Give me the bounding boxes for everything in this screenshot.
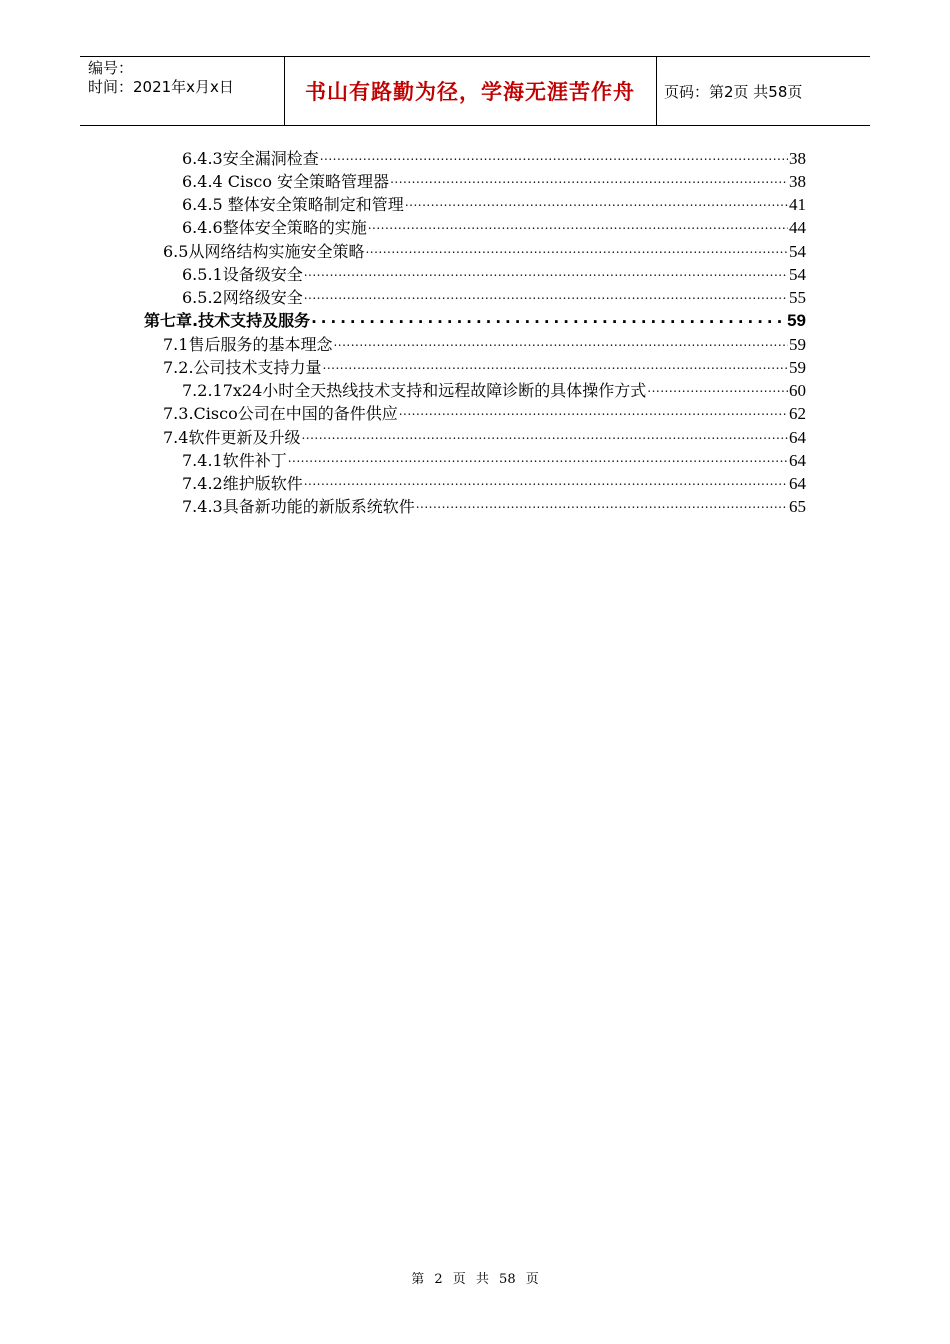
toc-entry[interactable]	[182, 169, 806, 192]
page-footer: 第 2 页 共 58 页	[411, 1272, 539, 1287]
header-motto: 书山有路勤为径，学海无涯苦作舟	[305, 80, 635, 104]
toc-entry-page: 38	[789, 172, 806, 191]
toc-entry[interactable]	[182, 378, 806, 401]
toc-entry[interactable]	[182, 494, 806, 517]
toc-entry-page: 38	[789, 149, 806, 168]
toc-leader-dots	[320, 146, 788, 166]
toc-entry-page: 54	[789, 242, 806, 261]
toc-entry-title: 7.1售后服务的基本理念	[163, 335, 333, 354]
toc-entry-page: 62	[789, 404, 806, 423]
toc-leader-dots	[399, 401, 788, 421]
header-page-info: 页码：第2页 共58页	[664, 82, 803, 101]
header-meta	[88, 59, 288, 97]
toc-entry-title: 6.4.6整体安全策略的实施	[182, 218, 367, 237]
toc-leader-dots	[304, 471, 788, 491]
toc-entry-page: 64	[789, 474, 806, 493]
toc-entry-title: 6.4.5 整体安全策略制定和管理	[182, 195, 404, 214]
toc-entry-title: 7.4.1软件补丁	[182, 451, 287, 470]
toc-entry[interactable]	[163, 401, 806, 424]
header-divider	[656, 57, 657, 125]
toc-entry-title: 第七章.技术支持及服务	[144, 311, 311, 330]
toc-leader-dots	[301, 425, 788, 445]
toc-entry-page: 59	[789, 335, 806, 354]
date-label: 时间：2021年x月x日	[88, 78, 234, 96]
toc-entry[interactable]	[163, 355, 806, 378]
toc-entry[interactable]	[182, 215, 806, 238]
toc-entry[interactable]	[182, 146, 806, 169]
toc-chapter-entry[interactable]	[144, 308, 806, 331]
toc-leader-dots	[333, 332, 788, 352]
toc-entry-page: 55	[789, 288, 806, 307]
toc-entry[interactable]	[182, 262, 806, 285]
toc-leader-dots	[304, 262, 788, 282]
toc-entry[interactable]	[182, 471, 806, 494]
toc-entry-title: 6.5.1设备级安全	[182, 265, 303, 284]
toc-entry-page: 41	[789, 195, 806, 214]
toc-entry-page: 54	[789, 265, 806, 284]
toc-leader-dots	[390, 169, 788, 189]
toc-leader-dots	[365, 239, 788, 259]
toc-leader-dots	[405, 192, 788, 212]
toc-leader-dots	[647, 378, 788, 398]
toc-entry-page: 65	[789, 497, 806, 516]
toc-entry-title: 6.5.2网络级安全	[182, 288, 303, 307]
toc-entry[interactable]	[163, 332, 806, 355]
toc-entry[interactable]	[182, 448, 806, 471]
toc-entry-page: 60	[789, 381, 806, 400]
toc-entry-title: 6.4.4 Cisco 安全策略管理器	[182, 172, 390, 191]
toc-leader-dots	[304, 285, 788, 305]
toc-leader-dots	[368, 215, 788, 235]
toc-entry-title: 6.5从网络结构实施安全策略	[163, 242, 365, 261]
page-header	[80, 56, 870, 126]
toc-entry[interactable]	[182, 192, 806, 215]
toc-leader-dots	[416, 494, 788, 514]
serial-label: 编号：	[88, 59, 134, 77]
toc-leader-dots	[288, 448, 788, 468]
toc-entry-title: 7.2.公司技术支持力量	[163, 358, 322, 377]
toc-entry-page: 64	[789, 428, 806, 447]
toc-entry-page: 44	[789, 218, 806, 237]
toc-entry-title: 7.2.17x24小时全天热线技术支持和远程故障诊断的具体操作方式	[182, 381, 647, 400]
toc-entry-page: 59	[787, 311, 806, 330]
toc-entry-title: 7.4.3具备新功能的新版系统软件	[182, 497, 415, 516]
toc-entry-title: 7.4.2维护版软件	[182, 474, 303, 493]
toc-leader-dots	[323, 355, 788, 375]
toc-entry[interactable]	[182, 285, 806, 308]
toc-entry-title: 7.3.Cisco公司在中国的备件供应	[163, 404, 398, 423]
toc-entry-page: 59	[789, 358, 806, 377]
toc-entry-page: 64	[789, 451, 806, 470]
toc-leader-dots	[311, 308, 786, 328]
toc-entry[interactable]	[163, 239, 806, 262]
toc-entry-title: 7.4软件更新及升级	[163, 428, 301, 447]
toc-entry[interactable]	[163, 425, 806, 448]
toc-entry-title: 6.4.3安全漏洞检查	[182, 149, 319, 168]
